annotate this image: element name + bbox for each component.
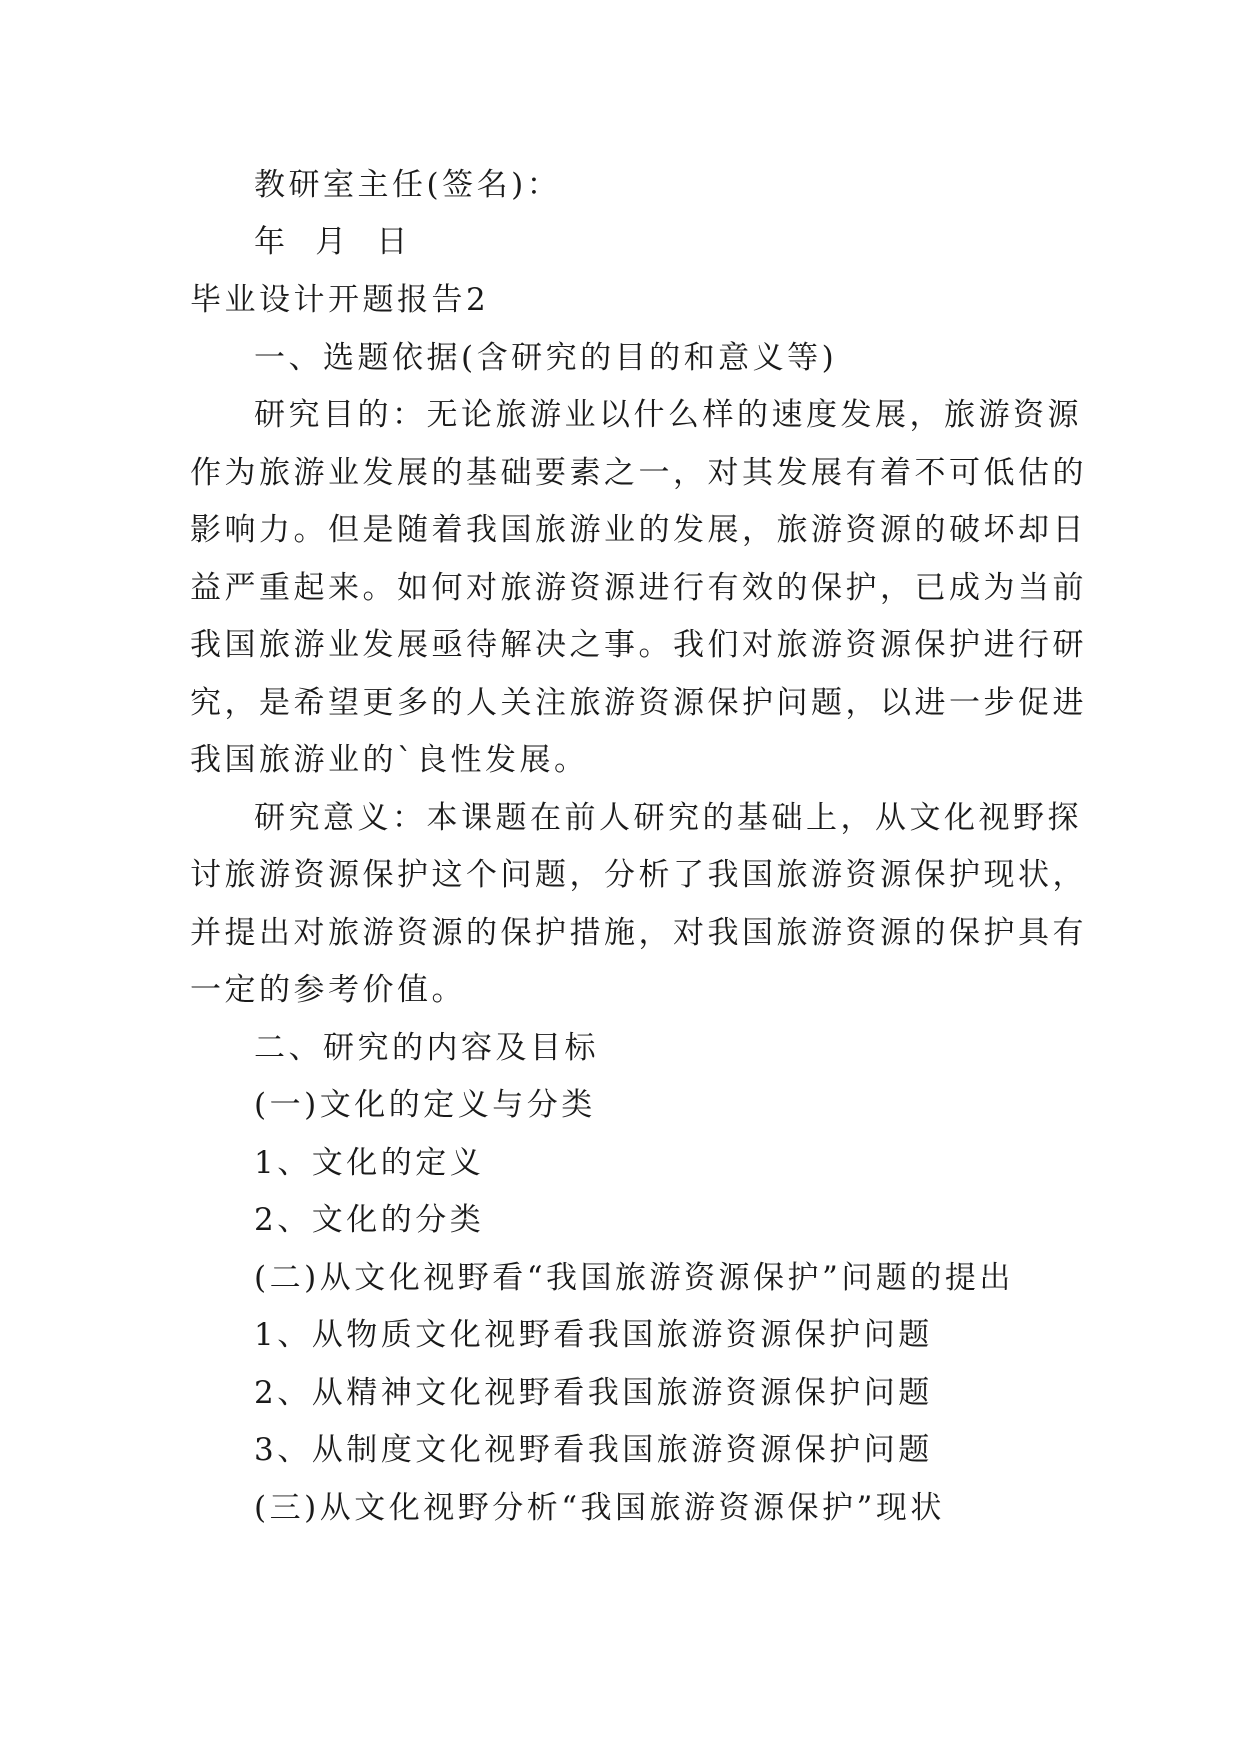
signature-line: 教研室主任(签名)： [254,167,562,203]
outline-item: 2、从精神文化视野看我国旅游资源保护问题 [254,1375,933,1411]
purpose-paragraph-line: 研究目的：无论旅游业以什么样的速度发展，旅游资源 [254,397,1082,433]
outline-item: (二)从文化视野看“我国旅游资源保护”问题的提出 [254,1260,1014,1296]
significance-paragraph-line: 研究意义：本课题在前人研究的基础上，从文化视野探 [254,800,1082,836]
significance-paragraph-line: 并提出对旅游资源的保护措施，对我国旅游资源的保护具有 [190,915,1087,951]
outline-item: 2、文化的分类 [254,1202,485,1238]
date-line: 年 月 日 [254,224,411,260]
outline-item: (一)文化的定义与分类 [254,1087,596,1123]
section-heading: 二、研究的内容及目标 [254,1030,599,1066]
outline-item: 1、文化的定义 [254,1145,485,1181]
report-title: 毕业设计开题报告2 [190,282,490,318]
purpose-paragraph-line: 我国旅游业的`良性发展。 [190,742,589,778]
purpose-paragraph-line: 我国旅游业发展亟待解决之事。我们对旅游资源保护进行研 [190,627,1087,663]
significance-paragraph-line: 一定的参考价值。 [190,972,466,1008]
purpose-paragraph-line: 究，是希望更多的人关注旅游资源保护问题，以进一步促进 [190,685,1087,721]
purpose-paragraph-line: 益严重起来。如何对旅游资源进行有效的保护，已成为当前 [190,570,1087,606]
section-heading: 一、选题依据(含研究的目的和意义等) [254,340,838,376]
purpose-paragraph-line: 影响力。但是随着我国旅游业的发展，旅游资源的破坏却日 [190,512,1087,548]
outline-item: 3、从制度文化视野看我国旅游资源保护问题 [254,1432,933,1468]
purpose-paragraph-line: 作为旅游业发展的基础要素之一，对其发展有着不可低估的 [190,455,1087,491]
significance-paragraph-line: 讨旅游资源保护这个问题，分析了我国旅游资源保护现状， [190,857,1087,893]
outline-item: (三)从文化视野分析“我国旅游资源保护”现状 [254,1490,945,1526]
outline-item: 1、从物质文化视野看我国旅游资源保护问题 [254,1317,933,1353]
